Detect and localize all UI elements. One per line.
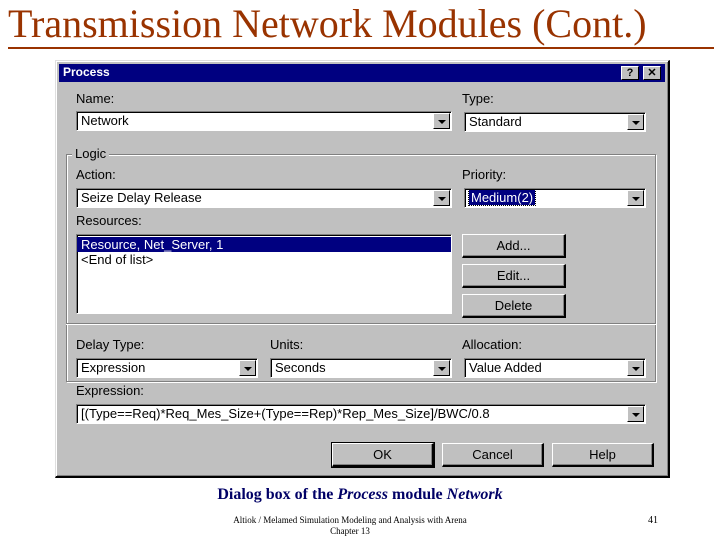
priority-dropdown-icon[interactable]	[627, 190, 644, 206]
action-value: Seize Delay Release	[81, 190, 202, 205]
slide-title: Transmission Network Modules (Cont.)	[8, 1, 647, 46]
type-select[interactable]	[464, 112, 646, 132]
cancel-button[interactable]	[442, 443, 544, 467]
resources-label: Resources:	[76, 213, 142, 228]
edit-button-label: Edit...	[496, 268, 531, 283]
ok-button-label: OK	[373, 447, 392, 462]
delay-type-value: Expression	[81, 360, 146, 375]
units-label: Units:	[270, 337, 304, 352]
caption-module: Process	[337, 486, 388, 503]
list-item[interactable]: Resource, Net_Server, 1	[77, 237, 451, 252]
expression-label: Expression:	[76, 383, 144, 398]
allocation-label: Allocation:	[462, 337, 522, 352]
cancel-button-label: Cancel	[472, 447, 513, 462]
allocation-select[interactable]	[464, 358, 646, 378]
delay-type-select[interactable]	[76, 358, 258, 378]
units-dropdown-icon[interactable]	[433, 360, 450, 376]
help-button[interactable]	[552, 443, 654, 467]
close-icon[interactable]: ✕	[643, 66, 661, 80]
add-button-label: Add...	[496, 238, 531, 253]
list-item[interactable]: <End of list>	[81, 252, 154, 267]
delete-button[interactable]	[462, 294, 566, 318]
action-dropdown-icon[interactable]	[433, 190, 450, 206]
priority-select[interactable]	[464, 188, 646, 208]
logic-group-label: Logic	[72, 146, 109, 161]
action-label: Action:	[76, 167, 116, 182]
title-underline	[8, 47, 714, 49]
expression-value: [(Type==Req)*Req_Mes_Size+(Type==Rep)*Rep_Mes_Size]/BWC/0.8	[81, 406, 490, 421]
dialog-title: Process	[63, 65, 110, 79]
caption-name: Network	[446, 486, 503, 503]
slide-footer	[200, 515, 500, 537]
name-label: Name:	[76, 91, 115, 106]
delete-button-label: Delete	[494, 298, 533, 313]
priority-label: Priority:	[462, 167, 507, 182]
page-number: 41	[648, 515, 658, 526]
delay-type-label: Delay Type:	[76, 337, 145, 352]
expression-field[interactable]	[76, 404, 646, 424]
dialog-titlebar[interactable]	[59, 64, 665, 82]
process-dialog	[55, 60, 670, 478]
units-select[interactable]	[270, 358, 452, 378]
caption-prefix: Dialog box of the	[217, 486, 338, 503]
footer-line-2: Chapter 13	[330, 526, 370, 536]
priority-value: Medium(2)	[471, 190, 534, 205]
type-dropdown-icon[interactable]	[627, 114, 644, 130]
name-value: Network	[81, 113, 129, 128]
help-button-label: Help	[589, 447, 616, 462]
allocation-dropdown-icon[interactable]	[627, 360, 644, 376]
expression-dropdown-icon[interactable]	[627, 406, 644, 422]
type-value: Standard	[469, 114, 522, 129]
help-icon[interactable]: ?	[621, 66, 639, 80]
logic-separator	[66, 323, 656, 325]
caption-middle: module	[387, 486, 447, 503]
resources-list[interactable]	[76, 234, 452, 314]
slide-caption	[0, 486, 720, 504]
footer-line-1: Altiok / Melamed Simulation Modeling and Analysis with Arena	[233, 515, 467, 525]
units-value: Seconds	[275, 360, 326, 375]
allocation-value: Value Added	[469, 360, 542, 375]
add-button[interactable]	[462, 234, 566, 258]
ok-button[interactable]	[332, 443, 434, 467]
delay-type-dropdown-icon[interactable]	[239, 360, 256, 376]
name-dropdown-icon[interactable]	[433, 113, 450, 129]
edit-button[interactable]	[462, 264, 566, 288]
type-label: Type:	[462, 91, 494, 106]
action-select[interactable]	[76, 188, 452, 208]
name-field[interactable]	[76, 111, 452, 131]
